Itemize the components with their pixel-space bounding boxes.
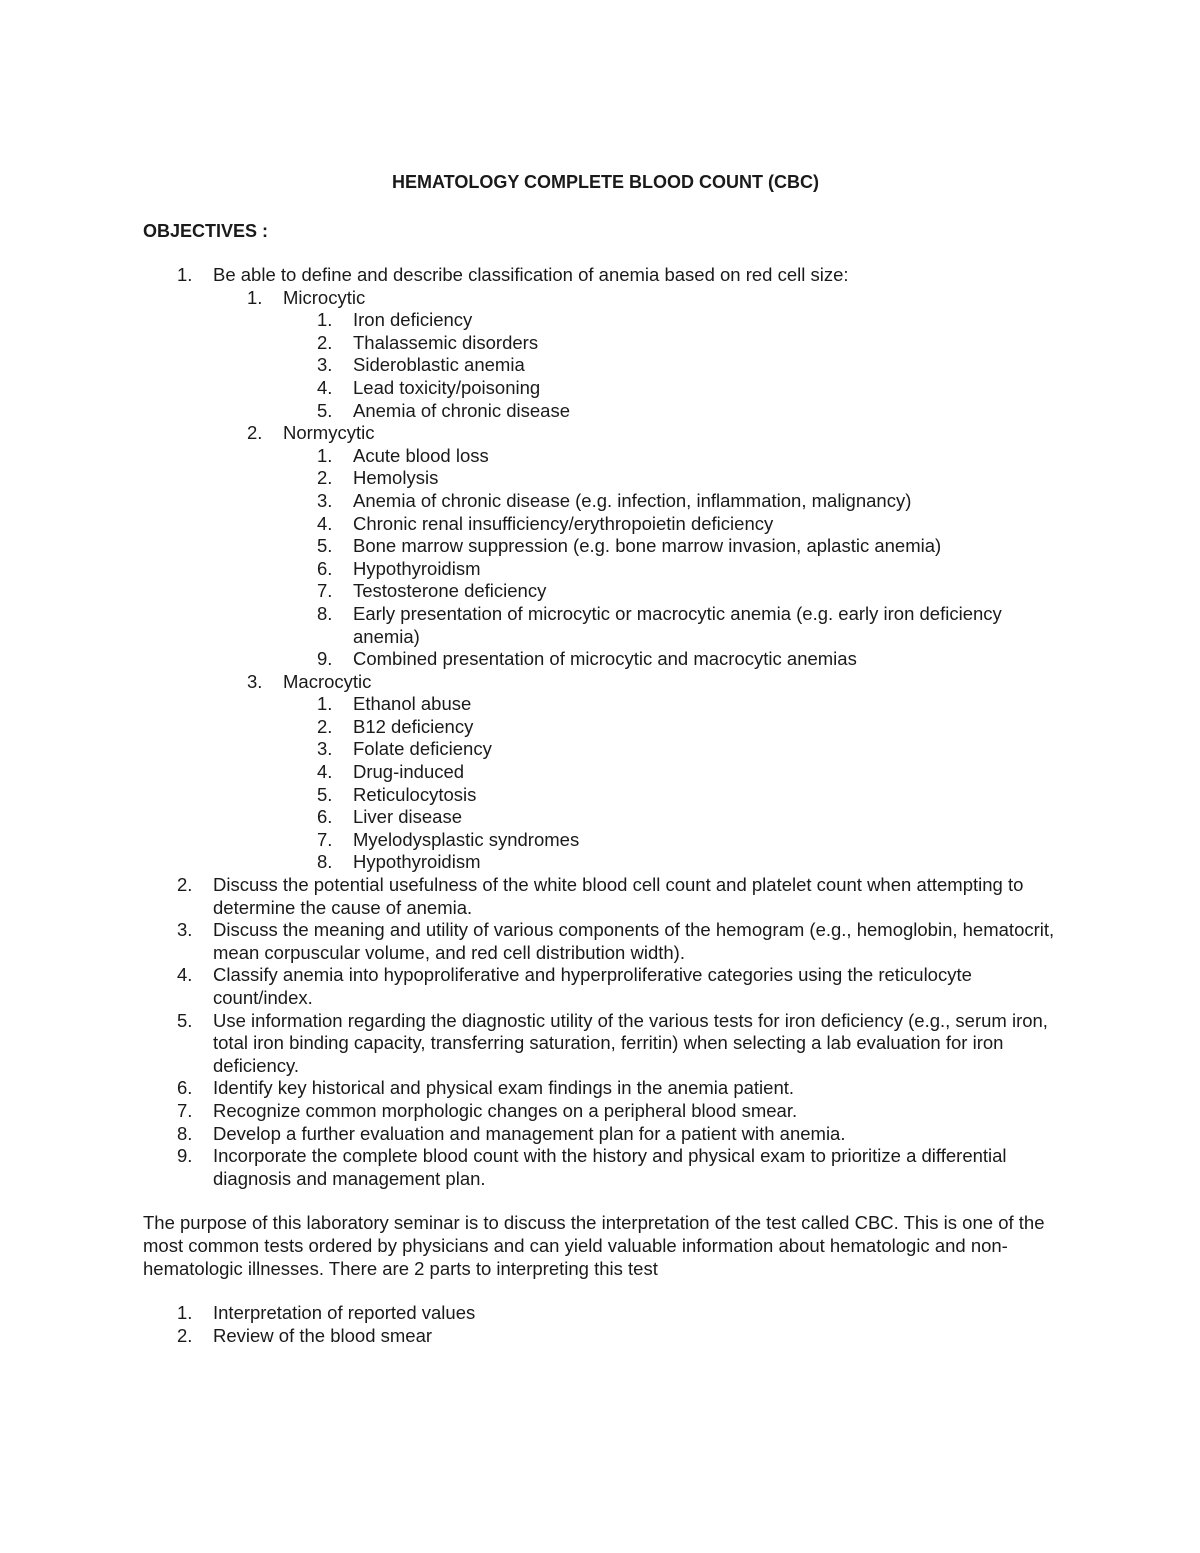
objective-item (143, 1123, 1063, 1146)
list-number: 1. (247, 286, 263, 308)
list-number: 2. (177, 1324, 193, 1346)
document-page (143, 168, 1063, 1347)
list-item-text: Lead toxicity/poisoning (353, 376, 541, 398)
list-item (143, 851, 1063, 874)
list-number: 7. (177, 1099, 193, 1121)
list-item-text: Liver disease (353, 806, 463, 828)
list-item-text: Drug-induced (353, 761, 465, 783)
list-item-text: Use information regarding the diagnostic utility of the various tests for iron deficiency (e.g., serum iron, total iron binding capacity, transferring saturation, ferritin) when selecting a lab evaluation for iron deficiency. (213, 1009, 1048, 1076)
list-item-text: Macrocytic (283, 670, 372, 692)
list-number: 7. (317, 580, 333, 602)
list-item-text: Chronic renal insufficiency/erythropoietin deficiency (353, 512, 774, 534)
list-item (143, 648, 1063, 671)
objective-item (143, 1077, 1063, 1100)
objective-item (143, 1010, 1063, 1078)
list-item-text: Myelodysplastic syndromes (353, 828, 580, 850)
list-item (143, 377, 1063, 400)
list-item-text: Hypothyroidism (353, 851, 481, 873)
list-item-text: Identify key historical and physical exam findings in the anemia patient. (213, 1077, 795, 1099)
list-item-text: Be able to define and describe classification of anemia based on red cell size: (213, 264, 849, 285)
list-number: 3. (317, 738, 333, 760)
objectives-list (143, 264, 1063, 1190)
list-item-text: Ethanol abuse (353, 693, 472, 715)
list-item-text: Folate deficiency (353, 738, 492, 760)
list-number: 1. (177, 264, 193, 285)
list-number: 2. (317, 715, 333, 737)
list-item-text: Reticulocytosis (353, 783, 477, 805)
classification-item (143, 287, 1063, 423)
list-item (143, 716, 1063, 739)
list-number: 2. (247, 422, 263, 444)
list-item-text: Testosterone deficiency (353, 580, 547, 602)
list-item (143, 1302, 1063, 1325)
list-number: 5. (317, 399, 333, 421)
list-item-text: Hemolysis (353, 467, 439, 489)
list-item (143, 535, 1063, 558)
list-item (143, 829, 1063, 852)
list-item (143, 761, 1063, 784)
objective-item (143, 919, 1063, 964)
objective-item (143, 264, 1063, 874)
list-number: 4. (317, 512, 333, 534)
list-number: 3. (317, 489, 333, 511)
list-item (143, 693, 1063, 716)
list-number: 7. (317, 828, 333, 850)
objective-item (143, 964, 1063, 1009)
list-number: 8. (317, 851, 333, 873)
classification-item (143, 422, 1063, 671)
list-item (143, 784, 1063, 807)
list-number: 2. (317, 467, 333, 489)
list-number: 6. (317, 557, 333, 579)
list-item-text: Bone marrow suppression (e.g. bone marrow invasion, aplastic anemia) (353, 535, 942, 557)
list-number: 4. (177, 964, 193, 986)
classification-item (143, 671, 1063, 874)
list-number: 2. (317, 331, 333, 353)
list-item-text: Microcytic (283, 286, 366, 308)
cause-list (143, 309, 1063, 422)
list-number: 4. (317, 376, 333, 398)
list-item (143, 738, 1063, 761)
list-item-text: Develop a further evaluation and management plan for a patient with anemia. (213, 1122, 846, 1144)
list-item-text: Incorporate the complete blood count with the history and physical exam to prioritize a differential diagnosis and management plan. (213, 1145, 1007, 1189)
list-item (143, 603, 1063, 648)
list-number: 1. (317, 444, 333, 466)
objective-item (143, 874, 1063, 919)
list-item-text: Iron deficiency (353, 309, 473, 331)
list-item-text: Anemia of chronic disease (e.g. infection, inflammation, malignancy) (353, 489, 912, 511)
purpose-paragraph: The purpose of this laboratory seminar is to discuss the interpretation of the test called CBC. This is one of the most common tests ordered by physicians and can yield valuable information about hematologic and non-hematologic illnesses. There are 2 parts to interpreting this test (143, 1212, 1045, 1279)
list-item-text: Recognize common morphologic changes on a peripheral blood smear. (213, 1099, 798, 1121)
objectives-heading: OBJECTIVES : (143, 221, 269, 241)
list-item (143, 490, 1063, 513)
list-item-text: Thalassemic disorders (353, 331, 539, 353)
list-number: 8. (317, 602, 333, 624)
list-item (143, 806, 1063, 829)
list-item-text: Anemia of chronic disease (353, 399, 570, 421)
list-item-text: Classify anemia into hypoproliferative and hyperproliferative categories using the reticulocyte count/index. (213, 964, 972, 1008)
list-number: 5. (177, 1009, 193, 1031)
objective-item (143, 1100, 1063, 1123)
list-item (143, 558, 1063, 581)
list-item (143, 580, 1063, 603)
list-number: 1. (177, 1302, 193, 1324)
list-item (143, 309, 1063, 332)
list-number: 5. (317, 535, 333, 557)
list-number: 1. (317, 309, 333, 331)
list-item-text: Interpretation of reported values (213, 1302, 476, 1324)
list-item-text: Review of the blood smear (213, 1324, 433, 1346)
list-item-text: B12 deficiency (353, 715, 474, 737)
list-item (143, 445, 1063, 468)
list-number: 3. (247, 670, 263, 692)
list-item-text: Discuss the meaning and utility of various components of the hemogram (e.g., hemoglobin, hematocrit, mean corpuscular volume, and red cell distribution width). (213, 919, 1055, 963)
list-number: 5. (317, 783, 333, 805)
list-item (143, 400, 1063, 423)
list-item (143, 354, 1063, 377)
list-item (143, 332, 1063, 355)
cause-list (143, 693, 1063, 874)
list-number: 9. (177, 1145, 193, 1167)
page-title: HEMATOLOGY COMPLETE BLOOD COUNT (CBC) (392, 172, 819, 192)
list-number: 6. (177, 1077, 193, 1099)
list-number: 8. (177, 1122, 193, 1144)
list-item-text: Acute blood loss (353, 444, 489, 466)
list-item-text: Hypothyroidism (353, 557, 481, 579)
list-number: 9. (317, 648, 333, 670)
interpretation-parts-list (143, 1302, 1063, 1347)
list-number: 3. (177, 919, 193, 941)
anemia-classification-list (143, 287, 1063, 874)
objective-item (143, 1145, 1063, 1190)
list-item-text: Sideroblastic anemia (353, 354, 525, 376)
list-item-text: Early presentation of microcytic or macrocytic anemia (e.g. early iron deficiency anemia) (353, 602, 1002, 647)
list-item (143, 513, 1063, 536)
list-item-text: Combined presentation of microcytic and macrocytic anemias (353, 648, 857, 670)
list-item-text: Normycytic (283, 422, 375, 444)
list-number: 1. (317, 693, 333, 715)
cause-list (143, 445, 1063, 671)
list-item (143, 1325, 1063, 1348)
list-number: 3. (317, 354, 333, 376)
list-item (143, 467, 1063, 490)
list-number: 4. (317, 761, 333, 783)
list-number: 2. (177, 874, 193, 896)
list-number: 6. (317, 806, 333, 828)
list-item-text: Discuss the potential usefulness of the white blood cell count and platelet count when attempting to determine the cause of anemia. (213, 874, 1024, 918)
